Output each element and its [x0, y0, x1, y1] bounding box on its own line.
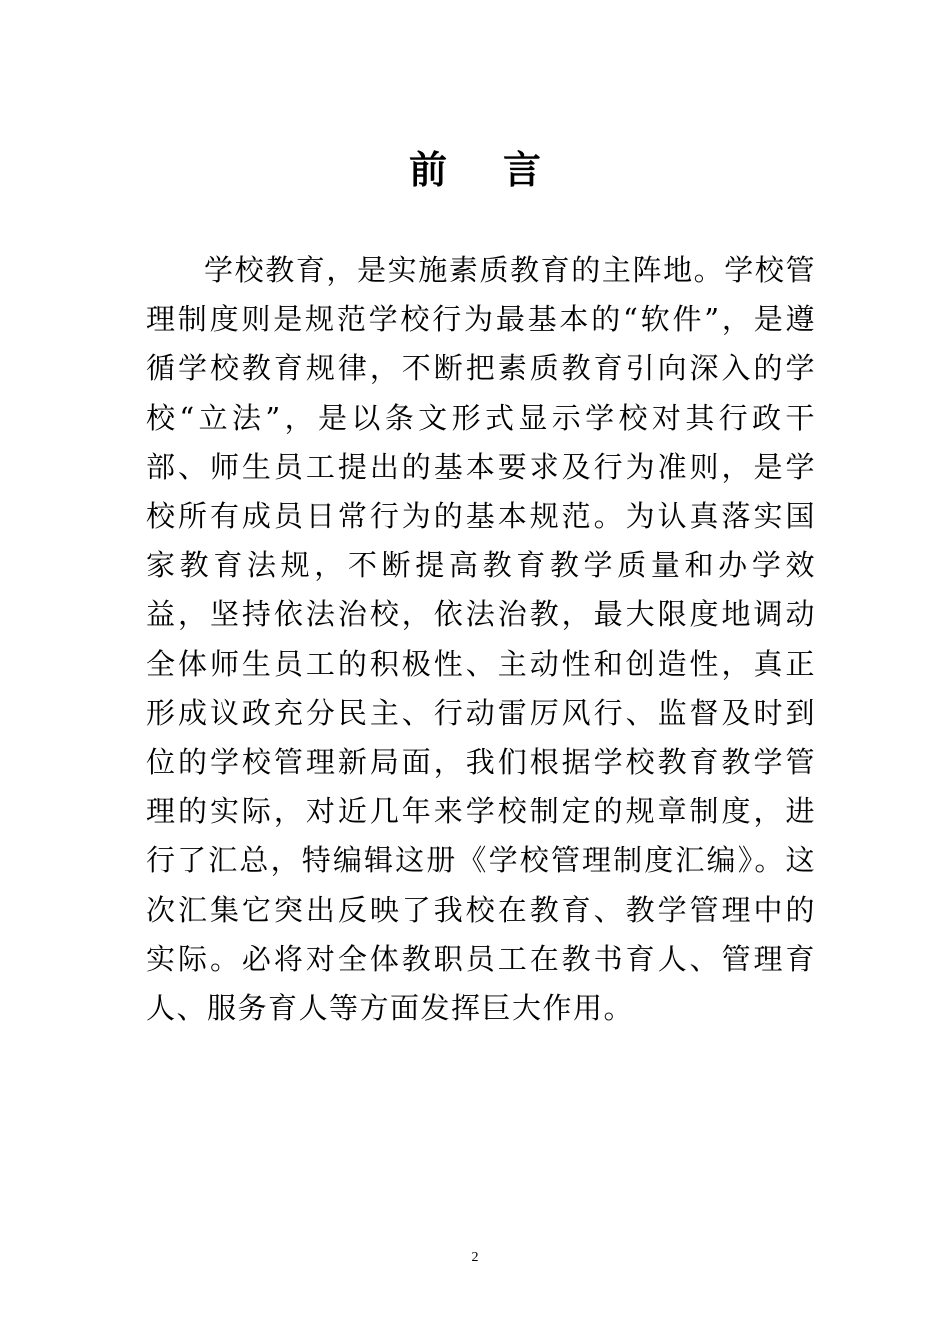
page-title: 前言: [408, 148, 597, 192]
page-number: 2: [471, 1250, 479, 1265]
preface-paragraph: 学校教育，是实施素质教育的主阵地。学校管理制度则是规范学校行为最基本的“软件”，是遵循学校教育规律，不断把素质教育引向深入的学校“立法”，是以条文形式显示学校对其行政干部、师生员工提出的基本要求及行为准则，是学校所有成员日常行为的基本规范。为认真落实国家教育法规，不断提高教育教学质量和办学效益，坚持依法治校，依法治教，最大限度地调动全体师生员工的积极性、主动性和创造性，真正形成议政充分民主、行动雷厉风行、监督及时到位的学校管理新局面，我们根据学校教育教学管理的实际，对近几年来学校制定的规章制度，进行了汇总，特编辑这册《学校管理制度汇编》。这次汇集它突出反映了我校在教育、教学管理中的实际。必将对全体教职员工在教书育人、管理育人、服务育人等方面发挥巨大作用。: [146, 253, 816, 1026]
